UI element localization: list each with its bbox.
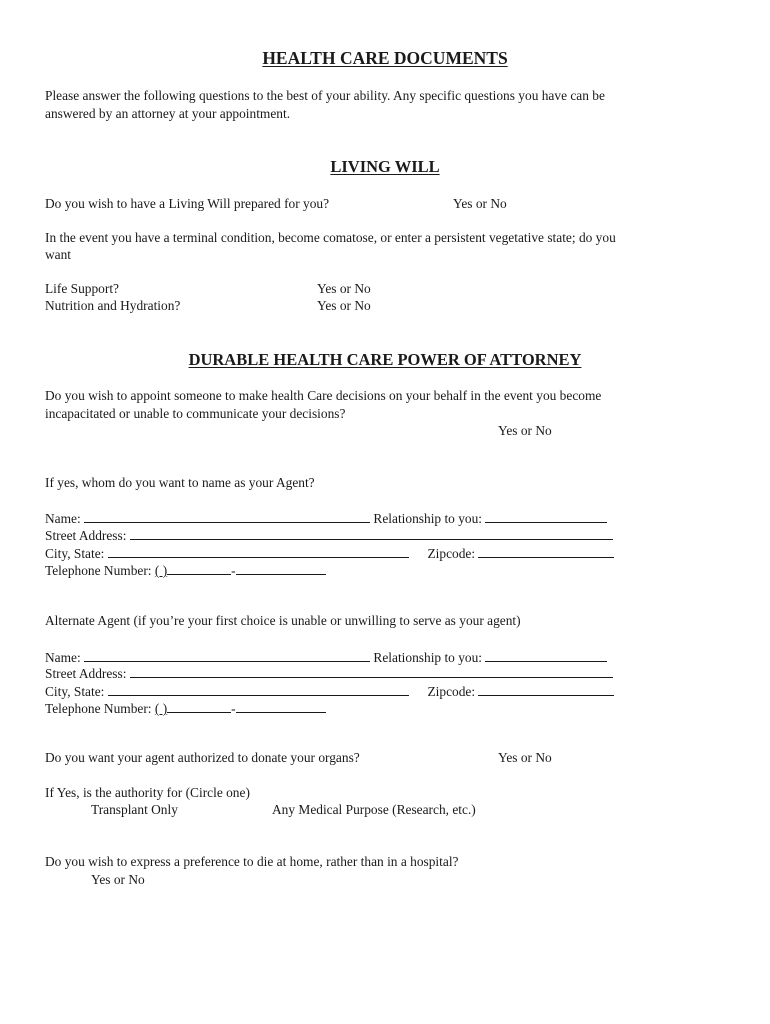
life-support-answer[interactable]: Yes or No [317, 281, 371, 296]
agent-relationship-field[interactable] [485, 509, 607, 523]
alternate-area-code-field[interactable]: ( ) [154, 701, 168, 716]
option-any-medical-purpose[interactable]: Any Medical Purpose (Research, etc.) [272, 802, 476, 817]
intro-line-2: answered by an attorney at your appointment. [45, 106, 291, 121]
agent-street-field[interactable] [130, 526, 613, 540]
terminal-condition-question-line-2: want [45, 247, 72, 262]
agent-city-row [45, 544, 614, 562]
city-state-label: City, State: [45, 546, 105, 561]
street-label: Street Address: [45, 528, 127, 543]
alternate-phone-line-field[interactable] [236, 699, 326, 713]
poa-heading: DURABLE HEALTH CARE POWER OF ATTORNEY [188, 350, 582, 369]
poa-question-line-2: incapacitated or unable to communicate your decisions? [45, 406, 346, 421]
alternate-relationship-field[interactable] [485, 648, 607, 662]
terminal-condition-question-line-1: In the event you have a terminal condition, become comatose, or enter a persistent vegetative state; do you [45, 230, 616, 245]
alternate-street-row [45, 664, 613, 682]
agent-area-code-field[interactable]: ( ) [154, 563, 168, 578]
agent-name-field[interactable] [84, 509, 370, 523]
zipcode-label: Zipcode: [427, 546, 476, 561]
phone-dash: - [231, 563, 236, 578]
name-label: Name: [45, 511, 81, 526]
city-state-label: City, State: [45, 684, 105, 699]
die-at-home-question: Do you wish to express a preference to die at home, rather than in a hospital? [45, 854, 459, 869]
zipcode-label: Zipcode: [427, 684, 476, 699]
agent-phone-prefix-field[interactable] [167, 561, 231, 575]
option-transplant-only[interactable]: Transplant Only [91, 802, 178, 817]
authority-question: If Yes, is the authority for (Circle one) [45, 785, 250, 800]
agent-zipcode-field[interactable] [478, 544, 614, 558]
poa-answer[interactable]: Yes or No [498, 423, 552, 438]
agent-name-row [45, 509, 607, 527]
alternate-agent-question: Alternate Agent (if you’re your first choice is unable or unwilling to serve as your agent) [45, 613, 521, 628]
page-title: HEALTH CARE DOCUMENTS [262, 48, 508, 68]
telephone-label: Telephone Number: [45, 563, 152, 578]
agent-city-field[interactable] [108, 544, 409, 558]
die-at-home-answer[interactable]: Yes or No [91, 872, 145, 887]
alternate-phone-prefix-field[interactable] [167, 699, 231, 713]
alternate-zipcode-field[interactable] [478, 682, 614, 696]
alternate-street-field[interactable] [130, 664, 613, 678]
organs-answer[interactable]: Yes or No [498, 750, 552, 765]
life-support-label: Life Support? [45, 281, 120, 296]
agent-question: If yes, whom do you want to name as your Agent? [45, 475, 315, 490]
poa-question-line-1: Do you wish to appoint someone to make health Care decisions on your behalf in the event you become [45, 388, 602, 403]
agent-street-row [45, 526, 613, 544]
alternate-city-field[interactable] [108, 682, 409, 696]
phone-dash: - [231, 701, 236, 716]
name-label: Name: [45, 650, 81, 665]
nutrition-label: Nutrition and Hydration? [45, 298, 181, 313]
agent-phone-line-field[interactable] [236, 561, 326, 575]
living-will-answer[interactable]: Yes or No [453, 196, 507, 211]
alternate-name-field[interactable] [84, 648, 370, 662]
organs-question: Do you want your agent authorized to donate your organs? [45, 750, 360, 765]
street-label: Street Address: [45, 666, 127, 681]
living-will-heading: LIVING WILL [330, 157, 440, 176]
agent-phone-row [45, 561, 326, 579]
relationship-label: Relationship to you: [373, 650, 483, 665]
alternate-city-row [45, 682, 614, 700]
living-will-question: Do you wish to have a Living Will prepared for you? [45, 196, 330, 211]
telephone-label: Telephone Number: [45, 701, 152, 716]
intro-line-1: Please answer the following questions to the best of your ability. Any specific questions you have can be [45, 88, 605, 103]
relationship-label: Relationship to you: [373, 511, 483, 526]
nutrition-answer[interactable]: Yes or No [317, 298, 371, 313]
alternate-phone-row [45, 699, 326, 717]
